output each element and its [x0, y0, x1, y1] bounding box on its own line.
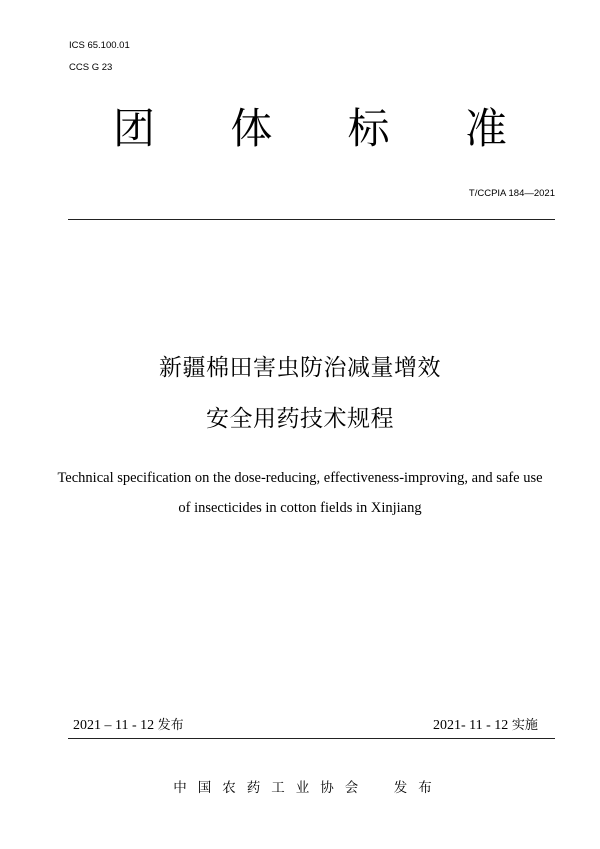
bottom-divider — [68, 738, 555, 739]
standard-type-char: 体 — [230, 104, 273, 153]
ics-code: ICS 65.100.01 — [69, 40, 130, 51]
ccs-code: CCS G 23 — [69, 62, 113, 73]
standard-type-char: 准 — [464, 104, 507, 153]
title-en-line2: of insecticides in cotton fields in Xinjiang — [178, 500, 422, 516]
publisher: 中国农药工业协会 发布 — [173, 780, 443, 796]
release-label: 发布 — [157, 718, 184, 733]
release-date-value: 2021 – 11 - 12 — [73, 718, 158, 733]
standard-type-char: 团 — [112, 104, 155, 153]
title-cn-line2: 安全用药技术规程 — [206, 406, 394, 432]
title-en-line1: Technical specification on the dose-reducing, effectiveness-improving, and safe use — [57, 470, 543, 486]
implement-date-value: 2021- 11 - 12 — [433, 718, 512, 733]
top-divider — [68, 219, 555, 220]
standard-type-char: 标 — [347, 104, 390, 153]
implement-date — [433, 714, 538, 734]
standard-number: T/CCPIA 184—2021 — [468, 188, 555, 199]
implement-label: 实施 — [511, 718, 538, 733]
title-cn-line1: 新疆棉田害虫防治减量增效 — [159, 355, 441, 381]
standard-type-heading — [110, 104, 510, 153]
release-date — [73, 714, 184, 734]
